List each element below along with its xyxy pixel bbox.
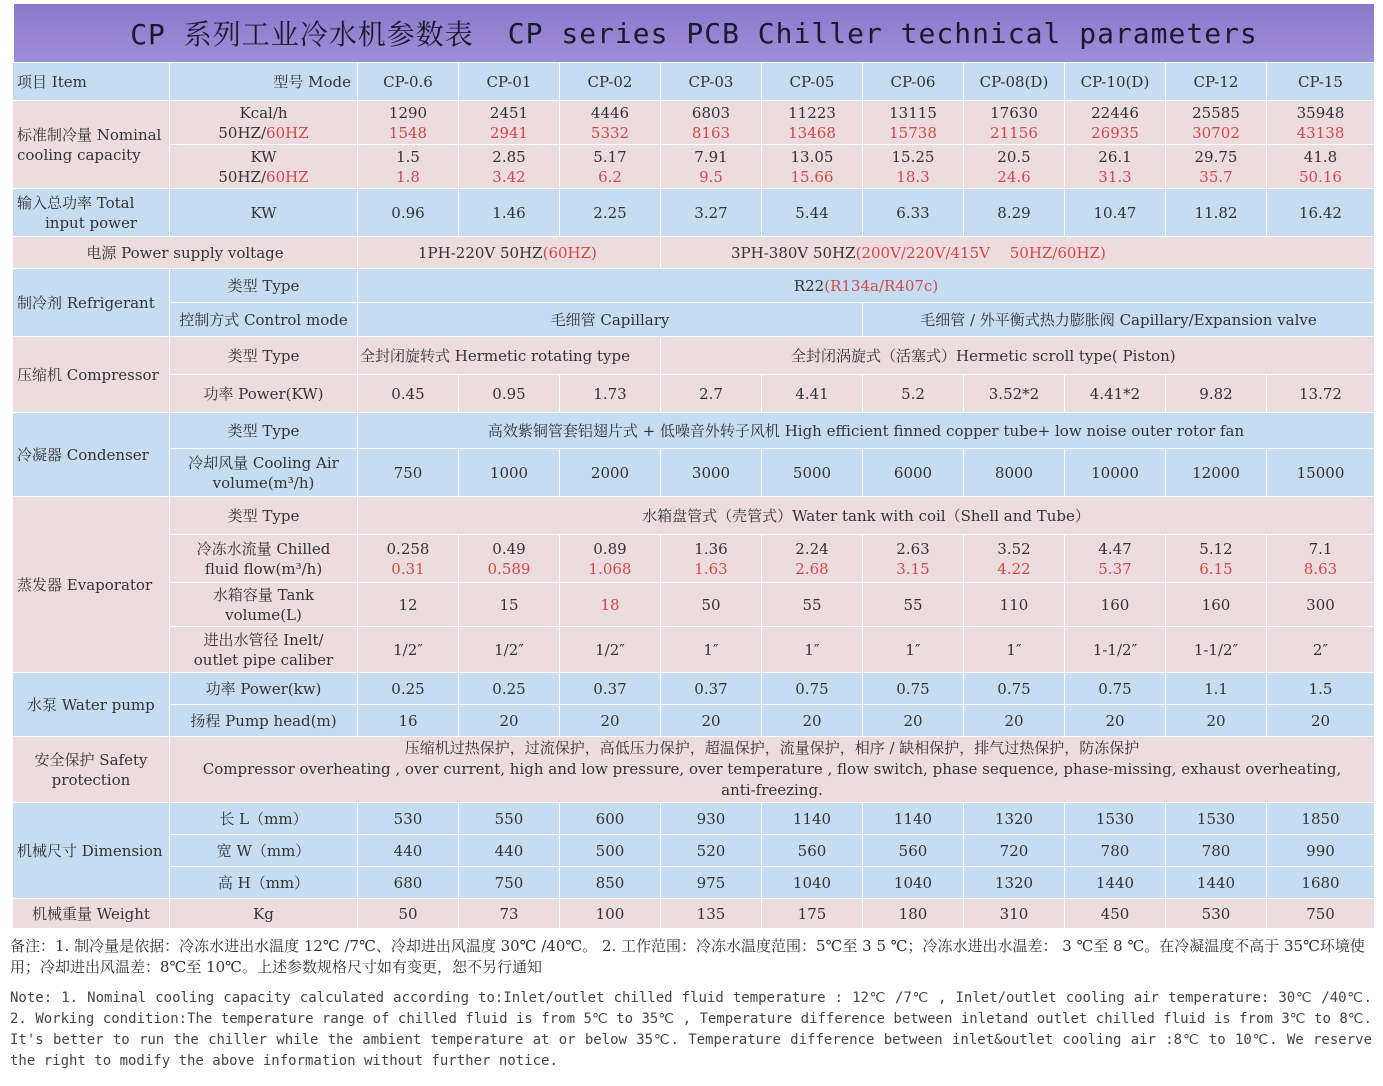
value-cell: 3000 [661,449,762,497]
value-cell: 930 [661,803,762,835]
value-cell: 2.63 3.15 [863,535,964,583]
weight-unit: Kg [170,899,358,929]
value-cell: 20 [964,705,1065,737]
cooling-kcal-row [13,101,1375,145]
dimension-w-row [13,835,1375,867]
value-cell: 26.1 31.3 [1065,145,1166,189]
value-cell: 1/2″ [358,627,459,673]
value-cell: 2451 2941 [459,101,560,145]
tank-volume-row [13,583,1375,627]
weight-row [13,899,1375,929]
value-cell: 100 [560,899,661,929]
header-row [13,63,1375,101]
value-cell: 1140 [762,803,863,835]
value-cell: 2.24 2.68 [762,535,863,583]
value-cell: 15 [459,583,560,627]
dimension-l-row [13,803,1375,835]
value-cell: 0.37 [661,673,762,705]
pump-head-row [13,705,1375,737]
value-cell: 15000 [1267,449,1375,497]
model-name: CP-15 [1267,63,1375,101]
value-cell: 20 [762,705,863,737]
value-cell: 3.52 4.22 [964,535,1065,583]
tank-volume-label: 水箱容量 Tank volume(L) [170,583,358,627]
value-cell: 16 [358,705,459,737]
value-cell: 3.52*2 [964,375,1065,413]
value-cell: 15.25 18.3 [863,145,964,189]
value-cell: 1.5 1.8 [358,145,459,189]
value-cell: 20 [1065,705,1166,737]
page-title [14,4,1374,62]
power-supply-row [13,237,1375,269]
model-name: CP-12 [1166,63,1267,101]
value-cell: 0.75 [762,673,863,705]
condenser-type-label: 类型 Type [170,413,358,449]
value-cell: 1″ [762,627,863,673]
value-cell: 11223 13468 [762,101,863,145]
value-cell: 35948 43138 [1267,101,1375,145]
value-cell: 0.258 0.31 [358,535,459,583]
compressor-type-a: 全封闭旋转式 Hermetic rotating type [358,337,661,375]
power-supply-three: 3PH-380V 50HZ(200V/220V/415V 50HZ/60HZ) [661,237,1375,269]
value-cell: 6000 [863,449,964,497]
evaporator-type-value: 水箱盘管式（壳管式）Water tank with coil（Shell and Tube） [358,497,1375,535]
compressor-type-label: 类型 Type [170,337,358,375]
value-cell: 160 [1166,583,1267,627]
value-cell: 1140 [863,803,964,835]
value-cell: 720 [964,835,1065,867]
value-cell: 20 [661,705,762,737]
value-cell: 22446 26935 [1065,101,1166,145]
value-cell: 560 [762,835,863,867]
value-cell: 2.85 3.42 [459,145,560,189]
value-cell: 560 [863,835,964,867]
value-cell: 1290 1548 [358,101,459,145]
compressor-label: 压缩机 Compressor [13,337,170,413]
pump-power-label: 功率 Power(kw) [170,673,358,705]
power-supply-single: 1PH-220V 50HZ(60HZ) [358,237,661,269]
pipe-caliber-row [13,627,1375,673]
value-cell: 0.25 [459,673,560,705]
value-cell: 1530 [1065,803,1166,835]
value-cell: 20 [459,705,560,737]
value-cell: 680 [358,867,459,899]
value-cell: 4.41 [762,375,863,413]
value-cell: 1-1/2″ [1065,627,1166,673]
condenser-type-value: 高效紫铜管套铝翅片式 + 低噪音外转子风机 High efficient finned copper tube+ low noise outer rotor fan [358,413,1375,449]
safety-row [13,737,1375,803]
value-cell: 530 [358,803,459,835]
value-cell: 1″ [863,627,964,673]
evaporator-label: 蒸发器 Evaporator [13,497,170,673]
input-power-row [13,189,1375,237]
value-cell: 8000 [964,449,1065,497]
value-cell: 780 [1166,835,1267,867]
value-cell: 5.2 [863,375,964,413]
pipe-caliber-label: 进出水管径 Inelt/ outlet pipe caliber [170,627,358,673]
value-cell: 3.27 [661,189,762,237]
value-cell: 1/2″ [560,627,661,673]
value-cell: 110 [964,583,1065,627]
control-mode-row [13,303,1375,337]
dimension-h-row [13,867,1375,899]
value-cell: 135 [661,899,762,929]
value-cell: 20 [1267,705,1375,737]
value-cell: 550 [459,803,560,835]
compressor-type-b: 全封闭涡旋式（活塞式）Hermetic scroll type( Piston) [661,337,1375,375]
dimension-l-label: 长 L（mm） [170,803,358,835]
power-supply-label: 电源 Power supply voltage [13,237,358,269]
value-cell: 1320 [964,803,1065,835]
condenser-type-row [13,413,1375,449]
refrigerant-type-value: R22(R134a/R407c) [358,269,1375,303]
value-cell: 2.7 [661,375,762,413]
value-cell: 1040 [762,867,863,899]
value-cell: 13.05 15.66 [762,145,863,189]
value-cell: 300 [1267,583,1375,627]
value-cell: 16.42 [1267,189,1375,237]
value-cell: 20.5 24.6 [964,145,1065,189]
value-cell: 310 [964,899,1065,929]
value-cell: 1530 [1166,803,1267,835]
model-name: CP-08(D) [964,63,1065,101]
value-cell: 975 [661,867,762,899]
value-cell: 1.46 [459,189,560,237]
value-cell: 175 [762,899,863,929]
value-cell: 13115 15738 [863,101,964,145]
value-cell: 20 [863,705,964,737]
value-cell: 750 [358,449,459,497]
value-cell: 13.72 [1267,375,1375,413]
value-cell: 5.44 [762,189,863,237]
compressor-power-label: 功率 Power(KW) [170,375,358,413]
cooling-kw-row [13,145,1375,189]
model-name: CP-10(D) [1065,63,1166,101]
notes-en: Note: 1. Nominal cooling capacity calculated according to:Inlet/outlet chilled fluid temperature : 12℃ /7℃ , Inlet/outlet cooling air temperature: 30℃ /40℃. 2. Working condition:The temperature range of chilled fluid is from 5℃ to 35℃ , Temperature difference between inletand outlet chilled fluid is from 3℃ to 8℃. It's better to run the chiller while the ambient temperature at or below 35℃. Temperature difference between inlet&outlet cooling air :8℃ to 10℃. We reserve the right to modify the above information without further notice. [10,990,1372,1069]
value-cell: 9.82 [1166,375,1267,413]
pump-power-row [13,673,1375,705]
value-cell: 20 [1166,705,1267,737]
weight-label: 机械重量 Weight [13,899,170,929]
value-cell: 0.75 [1065,673,1166,705]
cooling-air-row [13,449,1375,497]
value-cell: 7.91 9.5 [661,145,762,189]
cooling-kw-unit: KW 50HZ/60HZ [170,145,358,189]
cooling-air-label: 冷却风量 Cooling Air volume(m³/h) [170,449,358,497]
value-cell: 50 [358,899,459,929]
value-cell: 8.29 [964,189,1065,237]
value-cell: 12000 [1166,449,1267,497]
value-cell: 0.75 [964,673,1065,705]
value-cell: 1.1 [1166,673,1267,705]
value-cell: 1680 [1267,867,1375,899]
value-cell: 1440 [1065,867,1166,899]
value-cell: 0.49 0.589 [459,535,560,583]
value-cell: 1/2″ [459,627,560,673]
value-cell: 2000 [560,449,661,497]
pump-label: 水泵 Water pump [13,673,170,737]
value-cell: 500 [560,835,661,867]
value-cell: 160 [1065,583,1166,627]
value-cell: 29.75 35.7 [1166,145,1267,189]
refrigerant-label: 制冷剂 Refrigerant [13,269,170,337]
model-name: CP-05 [762,63,863,101]
value-cell: 25585 30702 [1166,101,1267,145]
value-cell: 4.41*2 [1065,375,1166,413]
condenser-label: 冷凝器 Condenser [13,413,170,497]
value-cell: 6803 8163 [661,101,762,145]
value-cell: 750 [459,867,560,899]
title-en: CP series PCB Chiller technical parameters [507,16,1258,50]
refrigerant-type-row [13,269,1375,303]
value-cell: 1000 [459,449,560,497]
value-cell: 2″ [1267,627,1375,673]
value-cell: 2.25 [560,189,661,237]
compressor-power-row [13,375,1375,413]
value-cell: 1040 [863,867,964,899]
value-cell: 5.12 6.15 [1166,535,1267,583]
value-cell: 1.36 1.63 [661,535,762,583]
value-cell: 6.33 [863,189,964,237]
model-name: CP-02 [560,63,661,101]
value-cell: 11.82 [1166,189,1267,237]
value-cell: 10000 [1065,449,1166,497]
value-cell: 4446 5332 [560,101,661,145]
value-cell: 520 [661,835,762,867]
input-power-unit: KW [170,189,358,237]
value-cell: 1440 [1166,867,1267,899]
value-cell: 990 [1267,835,1375,867]
evaporator-type-row [13,497,1375,535]
value-cell: 1320 [964,867,1065,899]
value-cell: 0.96 [358,189,459,237]
value-cell: 530 [1166,899,1267,929]
value-cell: 600 [560,803,661,835]
value-cell: 0.37 [560,673,661,705]
value-cell: 1″ [964,627,1065,673]
value-cell: 780 [1065,835,1166,867]
value-cell: 5000 [762,449,863,497]
model-name: CP-01 [459,63,560,101]
chilled-flow-label: 冷冻水流量 Chilled fluid flow(m³/h) [170,535,358,583]
value-cell: 450 [1065,899,1166,929]
value-cell: 5.17 6.2 [560,145,661,189]
safety-label: 安全保护 Safety protection [13,737,170,803]
model-name: CP-06 [863,63,964,101]
value-cell: 12 [358,583,459,627]
value-cell: 1850 [1267,803,1375,835]
cooling-kcal-unit: Kcal/h 50HZ/60HZ [170,101,358,145]
value-cell: 0.75 [863,673,964,705]
input-power-label: 输入总功率 Total input power [13,189,170,237]
dimension-h-label: 高 H（mm） [170,867,358,899]
value-cell: 4.47 5.37 [1065,535,1166,583]
value-cell: 0.95 [459,375,560,413]
value-cell: 55 [762,583,863,627]
value-cell: 0.25 [358,673,459,705]
dimension-w-label: 宽 W（mm） [170,835,358,867]
cooling-label: 标准制冷量 Nominal cooling capacity [13,101,170,189]
chilled-flow-row [13,535,1375,583]
value-cell: 1″ [661,627,762,673]
value-cell: 440 [459,835,560,867]
value-cell: 0.45 [358,375,459,413]
value-cell: 55 [863,583,964,627]
value-cell: 1-1/2″ [1166,627,1267,673]
spec-table [12,62,1375,929]
compressor-type-row [13,337,1375,375]
value-cell: 50 [661,583,762,627]
evaporator-type-label: 类型 Type [170,497,358,535]
notes-cn: 备注：1. 制冷量是依据：冷冻水进出水温度 12℃ /7℃、冷却进出风温度 30℃ /40℃。 2. 工作范围：冷冻水温度范围：5℃至 3 5 ℃；冷冻水进出水温差： 3 ℃至 8 ℃。在冷凝温度不高于 35℃环境使用；冷却进出风温差：8℃至 10℃。上述参数规格尺寸如有变更，恕不另行通知 [10,937,1365,976]
header-mode: 型号 Mode [170,63,358,101]
control-mode-b: 毛细管 / 外平衡式热力膨胀阀 Capillary/Expansion valve [863,303,1375,337]
value-cell: 10.47 [1065,189,1166,237]
value-cell: 440 [358,835,459,867]
refrigerant-type-label: 类型 Type [170,269,358,303]
model-name: CP-03 [661,63,762,101]
value-cell: 0.89 1.068 [560,535,661,583]
value-cell: 1.73 [560,375,661,413]
safety-value: 压缩机过热保护，过流保护，高低压力保护，超温保护，流量保护，相序 / 缺相保护，排气过热保护，防冻保护 Compressor overheating , over current, high and low pressure, over temperature , flow switch, phase sequence, phase-missing, exhaust overheating, anti-freezing. [170,737,1375,803]
value-cell: 1.5 [1267,673,1375,705]
header-item: 项目 Item [13,63,170,101]
dimension-label: 机械尺寸 Dimension [13,803,170,899]
value-cell: 850 [560,867,661,899]
value-cell: 7.1 8.63 [1267,535,1375,583]
value-cell: 41.8 50.16 [1267,145,1375,189]
model-name: CP-0.6 [358,63,459,101]
value-cell: 750 [1267,899,1375,929]
control-mode-a: 毛细管 Capillary [358,303,863,337]
value-cell: 20 [560,705,661,737]
pump-head-label: 扬程 Pump head(m) [170,705,358,737]
control-mode-label: 控制方式 Control mode [170,303,358,337]
value-cell: 17630 21156 [964,101,1065,145]
value-cell: 180 [863,899,964,929]
title-cn: CP 系列工业冷水机参数表 [130,18,474,51]
value-cell: 73 [459,899,560,929]
value-cell: 18 [560,583,661,627]
